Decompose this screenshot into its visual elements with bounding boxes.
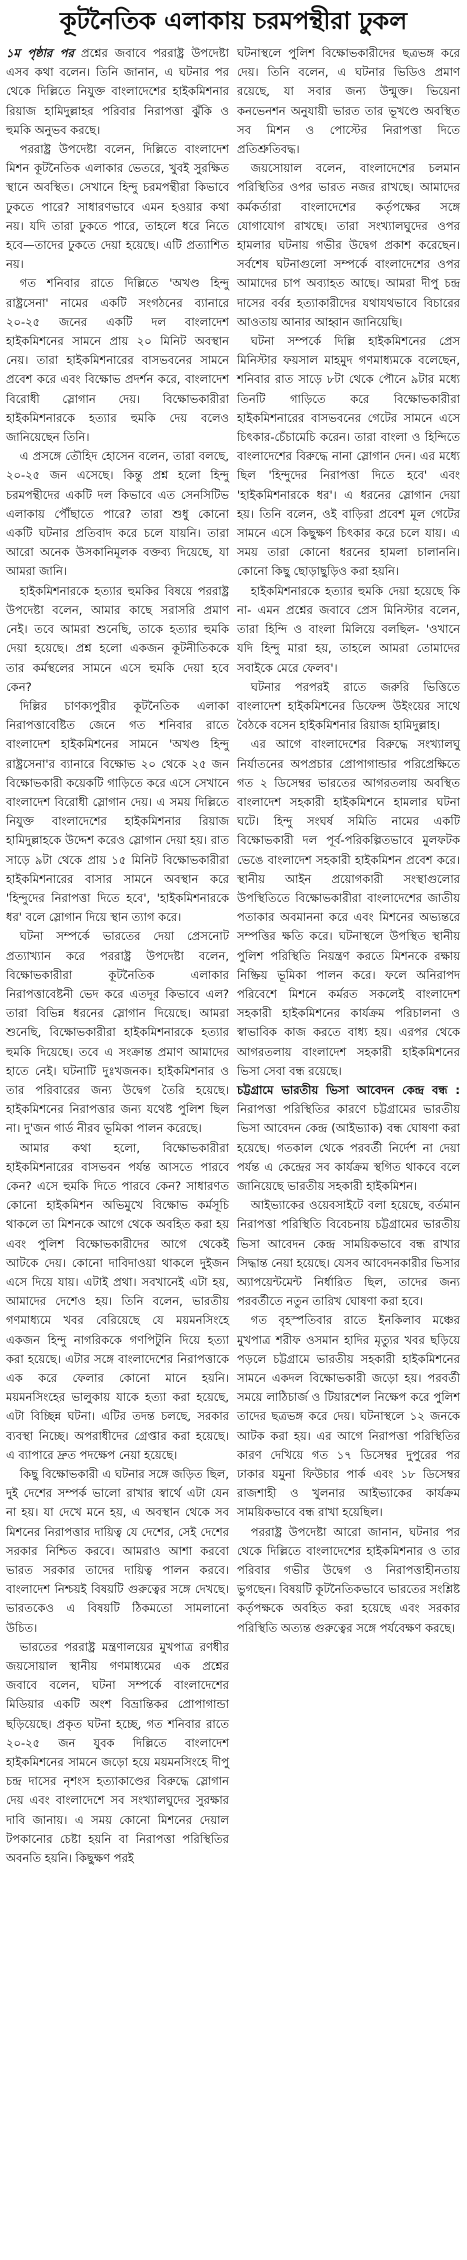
- left-paragraph-4: এ প্রসঙ্গে তৌহিদ হোসেন বলেন, তারা বলছে, ২০-২৫ জন এসেছে। কিন্তু প্রশ্ন হলো হিন্দু চরমপন্থীদের একটি দল কিভাবে এত সেনসিটিভ এলাকায় পৌঁছাতে পারে? তারা শুধু কোনো একটি ঘটনার প্রতিবাদ করে চলে যায়নি। তারা আরো অনেক উসকানিমূলক বক্তব্য দিয়েছে, যা আমরা জানি।: [6, 449, 229, 579]
- right-paragraph-8: গত বৃহস্পতিবার রাতে ইনকিলাব মঞ্চের মুখপাত্র শরীফ ওসমান হাদির মৃত্যুর খবর ছড়িয়ে পড়লে চট্টগ্রামে ভারতীয় সহকারী হাইকমিশনের সামনে একদল বিক্ষোভকারী জড়ো হয়। পরবর্তী সময়ে লাঠিচার্জ ও টিয়ারশেল নিক্ষেপ করে পুলিশ তাদের ছত্রভঙ্গ করে দেয়। ঘটনাস্থলে ১২ জনকে আটক করা হয়। এর আগে নিরাপত্তা পরিস্থিতির কারণ দেখিয়ে গত ১৭ ডিসেম্বর দুপুরের পর ঢাকার যমুনা ফিউচার পার্ক এবং ১৮ ডিসেম্বর রাজশাহী ও খুলনার আইভ্যাকের কার্যক্রম সাময়িকভাবে বন্ধ রাখা হয়েছিল।: [237, 1313, 460, 1520]
- left-paragraph-7: ঘটনা সম্পর্কে ভারতের দেয়া প্রেসনোট প্রত্যাখ্যান করে পররাষ্ট্র উপদেষ্টা বলেন, বিক্ষোভকারীরা কূটনৈতিক এলাকার নিরাপত্তাবেষ্টনী ভেদ করে এতদূর কিভাবে এল? তারা বিভিন্ন ধরনের স্লোগান দিয়েছে। আমরা শুনেছি, বিক্ষোভকারীরা হাইকমিশনারকে হত্যার হুমকি দিয়েছে। তবে এ সংক্রান্ত প্রমাণ আমাদের হাতে নেই। ঘটনাটি দুঃখজনক। হাইকমিশনার ও তার পরিবারের জন্য উদ্বেগ তৈরি হয়েছে। হাইকমিশনের নিরাপত্তার জন্য যথেষ্ট পুলিশ ছিল না। দু'জন গার্ড নীরব ভূমিকা পালন করেছে।: [6, 929, 229, 1136]
- right-subhead-paragraph: [237, 1081, 460, 1196]
- left-column: [6, 44, 229, 1868]
- left-paragraph-10: ভারতের পররাষ্ট্র মন্ত্রণালয়ের মুখপাত্র রণধীর জয়সোয়াল স্থানীয় গণমাধ্যমের এক প্রশ্নের জবাবে বলেন, ঘটনা সম্পর্কে বাংলাদেশের মিডিয়ার একটি অংশ বিভ্রান্তিকর প্রোপাগান্ডা ছড়িয়েছে। প্রকৃত ঘটনা হচ্ছে, গত শনিবার রাতে ২০-২৫ জন যুবক দিল্লিতে বাংলাদেশ হাইকমিশনের সামনে জড়ো হয়ে ময়মনসিংহে দীপু চন্দ্র দাসের নৃশংস হত্যাকাণ্ডের বিরুদ্ধে স্লোগান দেয় এবং বাংলাদেশে সব সংখ্যালঘুদের সুরক্ষার দাবি জানায়। এ সময় কোনো মিশনের দেয়াল টপকানোর চেষ্টা হয়নি বা নিরাপত্তা পরিস্থিতির অবনতি হয়নি। কিছুক্ষণ পরই: [6, 1639, 229, 1866]
- left-paragraph-5: হাইকমিশনারকে হত্যার হুমকির বিষয়ে পররাষ্ট্র উপদেষ্টা বলেন, আমার কাছে সরাসরি প্রমাণ নেই। তবে আমরা শুনেছি, তাকে হত্যার হুমকি দেয়া হয়েছে। প্রশ্ন হলো একজন কূটনীতিককে তার কর্মস্থলের সামনে এসে হুমকি দেয়া হবে কেন?: [6, 583, 229, 694]
- left-paragraph-2: পররাষ্ট্র উপদেষ্টা বলেন, দিল্লিতে বাংলাদেশ মিশন কূটনৈতিক এলাকার ভেতরে, খুবই সুরক্ষিত স্থানে অবস্থিত। সেখানে হিন্দু চরমপন্থীরা কিভাবে ঢুকতে পারে? সাধারণভাবে এমন হওয়ার কথা নয়। যদি তারা ঢুকতে পারে, তাহলে ধরে নিতে হবে—তাদের ঢুকতে দেয়া হয়েছে। এটি প্রত্যাশিত নয়।: [6, 142, 229, 272]
- right-paragraph-1: ঘটনাস্থলে পুলিশ বিক্ষোভকারীদের ছত্রভঙ্গ করে দেয়। তিনি বলেন, এ ঘটনার ভিডিও প্রমাণ রয়েছে, যা সবার জন্য উন্মুক্ত। ভিয়েনা কনভেনশন অনুযায়ী ভারত তার ভূখণ্ডে অবস্থিত সব মিশন ও পোস্টের নিরাপত্তা দিতে প্রতিশ্রুতিবদ্ধ।: [237, 46, 460, 157]
- right-subhead-text: নিরাপত্তা পরিস্থিতির কারণে চট্টগ্রামের ভারতীয় ভিসা আবেদন কেন্দ্র (আইভ্যাক) বন্ধ ঘোষণা করা হয়েছে। গতকাল থেকে পরবর্তী নির্দেশ না দেয়া পর্যন্ত এ কেন্দ্রের সব কার্যক্রম স্থগিত থাকবে বলে জানিয়েছে ভারতীয় সহকারী হাইকমিশন।: [237, 1102, 460, 1193]
- left-paragraph-9: কিছু বিক্ষোভকারী এ ঘটনার সঙ্গে জড়িত ছিল, দুই দেশের সম্পর্ক ভালো রাখার স্বার্থে এটা যেন না হয়। যা দেখে মনে হয়, এ অবস্থান থেকে সব মিশনের নিরাপত্তার দায়িত্ব যে দেশের, সেই দেশের সরকার নিশ্চিত করবে। আমরাও আশা করবো ভারত সরকার তাদের দায়িত্ব পালন করবে। বাংলাদেশ নিশ্চয়ই বিষয়টি গুরুত্বের সঙ্গে দেখছে। ভারতকেও এ বিষয়টি ঠিকমতো সামলানো উচিত।: [6, 1467, 229, 1635]
- left-paragraph-8: আমার কথা হলো, বিক্ষোভকারীরা হাইকমিশনারের বাসভবন পর্যন্ত আসতে পারবে কেন? এসে হুমকি দিতে পারবে কেন? সাধারণত কোনো হাইকমিশন অভিমুখে বিক্ষোভ কর্মসূচি থাকলে তা মিশনকে আগে থেকে অবহিত করা হয় এবং পুলিশ বিক্ষোভকারীদের আগে থেকেই আটকে দেয়। কোনো দাবিদাওয়া থাকলে দুইজন এসে দিয়ে যায়। এটাই প্রথা। সবখানেই এটা হয়, আমাদের দেশেও হয়। তিনি বলেন, ভারতীয় গণমাধ্যমে খবর বেরিয়েছে যে ময়মনসিংহে একজন হিন্দু নাগরিককে গণপিটুনি দিয়ে হত্যা করা হয়েছে। এটার সঙ্গে বাংলাদেশের নিরাপত্তাকে এক করে ফেলার কোনো মানে হয়নি। ময়মনসিংহের ভালুকায় যাকে হত্যা করা হয়েছে, এটা বিচ্ছিন্ন ঘটনা। এটির তদন্ত চলছে, সরকার ব্যবস্থা নিচ্ছে। অপরাধীদের গ্রেপ্তার করা হয়েছে। এ ব্যাপারে দ্রুত পদক্ষেপ নেয়া হয়েছে।: [6, 1140, 229, 1462]
- left-paragraph-1-text: প্রশ্নের জবাবে পররাষ্ট্র উপদেষ্টা এসব কথা বলেন। তিনি জানান, এ ঘটনার পর থেকে দিল্লিতে নিযুক্ত বাংলাদেশের হাইকমিশনার রিয়াজ হামিদুল্লাহর পরিবার নিরাপত্তা ঝুঁকি ও হুমকি অনুভব করছে।: [6, 46, 230, 137]
- right-paragraph-5: ঘটনার পরপরই রাতে জরুরি ভিত্তিতে বাংলাদেশ হাইকমিশনের ডিফেন্স উইংয়ের সাথে বৈঠকে বসেন হাইকমিশনার রিয়াজ হামিদুল্লাহ।: [237, 679, 460, 733]
- left-paragraph-6: দিল্লির চাণক্যপুরীর কূটনৈতিক এলাকা নিরাপত্তাবেষ্টিত জেনে গত শনিবার রাতে বাংলাদেশ হাইকমিশনের সামনে 'অখণ্ড হিন্দু রাষ্ট্রসেনা'র ব্যানারে বিক্ষোভ ২০ থেকে ২৫ জন বিক্ষোভকারী কয়েকটি গাড়িতে করে এসে সেখানে বাংলাদেশ বিরোধী স্লোগান দেয়। এ সময় দিল্লিতে নিযুক্ত বাংলাদেশের হাইকমিশনার রিয়াজ হামিদুল্লাহকে উদ্দেশ করেও স্লোগান দেয়া হয়। রাত সাড়ে ৯টা থেকে প্রায় ১৫ মিনিট বিক্ষোভকারীরা হাইকমিশনারের বাসার সামনে অবস্থান করে 'হিন্দুদের নিরাপত্তা দিতে হবে', 'হাইকমিশনারকে ধর' বলে স্লোগান দিয়ে স্থান ত্যাগ করে।: [6, 698, 229, 925]
- article-columns: [6, 44, 461, 1868]
- left-paragraph-3: গত শনিবার রাতে দিল্লিতে 'অখণ্ড হিন্দু রাষ্ট্রসেনা' নামের একটি সংগঠনের ব্যানারে ২০-২৫ জনের একটি দল বাংলাদেশ হাইকমিশনের সামনে প্রায় ২০ মিনিট অবস্থান নেয়। তারা হাইকমিশনারের বাসভবনের সামনে প্রবেশ করে এবং বিক্ষোভ প্রদর্শন করে, বাংলাদেশ বিরোধী স্লোগান দেয়। বিক্ষোভকারীরা হাইকমিশনারকে হত্যার হুমকি দেয় বলেও জানিয়েছেন তিনি।: [6, 276, 229, 445]
- right-paragraph-6: এর আগে বাংলাদেশের বিরুদ্ধে সংখ্যালঘু নির্যাতনের অপপ্রচার প্রোপাগান্ডার পরিপ্রেক্ষিতে গত ২ ডিসেম্বর ভারতের আগরতলায় অবস্থিত বাংলাদেশ সহকারী হাইকমিশনে হামলার ঘটনা ঘটে। হিন্দু সংঘর্ষ সমিতি নামের একটি বিক্ষোভকারী দল পূর্ব-পরিকল্পিতভাবে মুলফটক ভেঙে বাংলাদেশ সহকারী হাইকমিশন প্রবেশ করে। স্থানীয় আইন প্রয়োগকারী সংস্থাগুলোর উপস্থিতিতে বিক্ষোভকারীরা বাংলাদেশের জাতীয় পতাকার অবমাননা করে এবং মিশনের অভ্যন্তরে সম্পত্তির ক্ষতি করে। ঘটনাস্থলে উপস্থিত স্থানীয় পুলিশ পরিস্থিতি নিয়ন্ত্রণ করতে মিশনকে রক্ষায় নিষ্ক্রিয় ভূমিকা পালন করে। ফলে অনিরাপদ পরিবেশে মিশনে কর্মরত সকলেই বাংলাদেশ সহকারী হাইকমিশনের কার্যক্রম পরিচালনা ও স্বাভাবিক কাজ করতে বাধ্য হয়। এরপর থেকে আগরতলায় বাংলাদেশ সহকারী হাইকমিশনের ভিসা সেবা বন্ধ রয়েছে।: [237, 737, 460, 1078]
- right-paragraph-3: ঘটনা সম্পর্কে দিল্লি হাইকমিশনের প্রেস মিনিস্টার ফয়সাল মাহমুদ গণমাধ্যমকে বলেছেন, শনিবার রাত সাড়ে ৮টা থেকে পৌনে ৯টার মধ্যে তিনটি গাড়িতে করে বিক্ষোভকারীরা হাইকমিশনারের বাসভবনের গেটের সামনে এসে চিৎকার-চেঁচামেচি করেন। তারা বাংলা ও হিন্দিতে বাংলাদেশের বিরুদ্ধে নানা স্লোগান দেন। এর মধ্যে ছিল 'হিন্দুদের নিরাপত্তা দিতে হবে' এবং 'হাইকমিশনারকে ধর'। এ ধরনের স্লোগান দেয়া হয়। তিনি বলেন, ওই বাড়িরা প্রবেশ মূল গেটের সামনে এসে কিছুক্ষণ চিৎকার করে চলে যায়। এ সময় তারা কোনো ধরনের হামলা চালাননি। কোনো কিছু ছোড়াছুড়িও করা হয়নি।: [237, 334, 460, 579]
- section-subhead: চট্টগ্রামে ভারতীয় ভিসা আবেদন কেন্দ্র বন্ধ :: [237, 1082, 460, 1097]
- left-paragraph-1: [6, 44, 229, 140]
- right-paragraph-7: আইভ্যাকের ওয়েবসাইটে বলা হয়েছে, বর্তমান নিরাপত্তা পরিস্থিতি বিবেচনায় চট্টগ্রামের ভারতীয় ভিসা আবেদন কেন্দ্র সাময়িকভাবে বন্ধ রাখার সিদ্ধান্ত নেয়া হয়েছে। যেসব আবেদনকারীর ভিসার অ্যাপয়েন্টমেন্ট নির্ধারিত ছিল, তাদের জন্য পরবর্তীতে নতুন তারিখ ঘোষণা করা হবে।: [237, 1198, 460, 1309]
- article-headline: কূটনৈতিক এলাকায় চরমপন্থীরা ঢুকল: [59, 7, 408, 35]
- right-paragraph-2: জয়সোয়াল বলেন, বাংলাদেশের চলমান পরিস্থিতির ওপর ভারত নজর রাখছে। আমাদের কর্মকর্তারা বাংলাদেশের কর্তৃপক্ষের সঙ্গে যোগাযোগ রাখছে। তারা সংখ্যালঘুদের ওপর হামলার ঘটনায় গভীর উদ্বেগ প্রকাশ করেছেন। সর্বশেষ ঘটনাগুলো সম্পর্কে বাংলাদেশের ওপর আমাদের চাপ অব্যাহত আছে। আমরা দীপু চন্দ্র দাসের বর্বর হত্যাকারীদের যথাযথভাবে বিচারের আওতায় আনার আহ্বান জানিয়েছি।: [237, 161, 460, 329]
- right-paragraph-4: হাইকমিশনারকে হত্যার হুমকি দেয়া হয়েছে কি না- এমন প্রশ্নের জবাবে প্রেস মিনিস্টার বলেন, তারা হিন্দি ও বাংলা মিলিয়ে বলছিল- 'ওখানে যদি হিন্দু মারা হয়, তাহলে আমরা তোমাদের সবাইকে মেরে ফেলব'।: [237, 583, 460, 675]
- right-paragraph-9: পররাষ্ট্র উপদেষ্টা আরো জানান, ঘটনার পর থেকে দিল্লিতে বাংলাদেশের হাইকমিশনার ও তার পরিবার গভীর উদ্বেগ ও নিরাপত্তাহীনতায় ভুগছেন। বিষয়টি কূটনৈতিকভাবে ভারতের সংশ্লিষ্ট কর্তৃপক্ষকে অবহিত করা হয়েছে এবং সরকার পরিস্থিতি অত্যন্ত গুরুত্বের সঙ্গে পর্যবেক্ষণ করছে।: [237, 1524, 460, 1635]
- right-column: [237, 44, 460, 1638]
- continued-label: ১ম পৃষ্ঠার পর: [6, 46, 74, 60]
